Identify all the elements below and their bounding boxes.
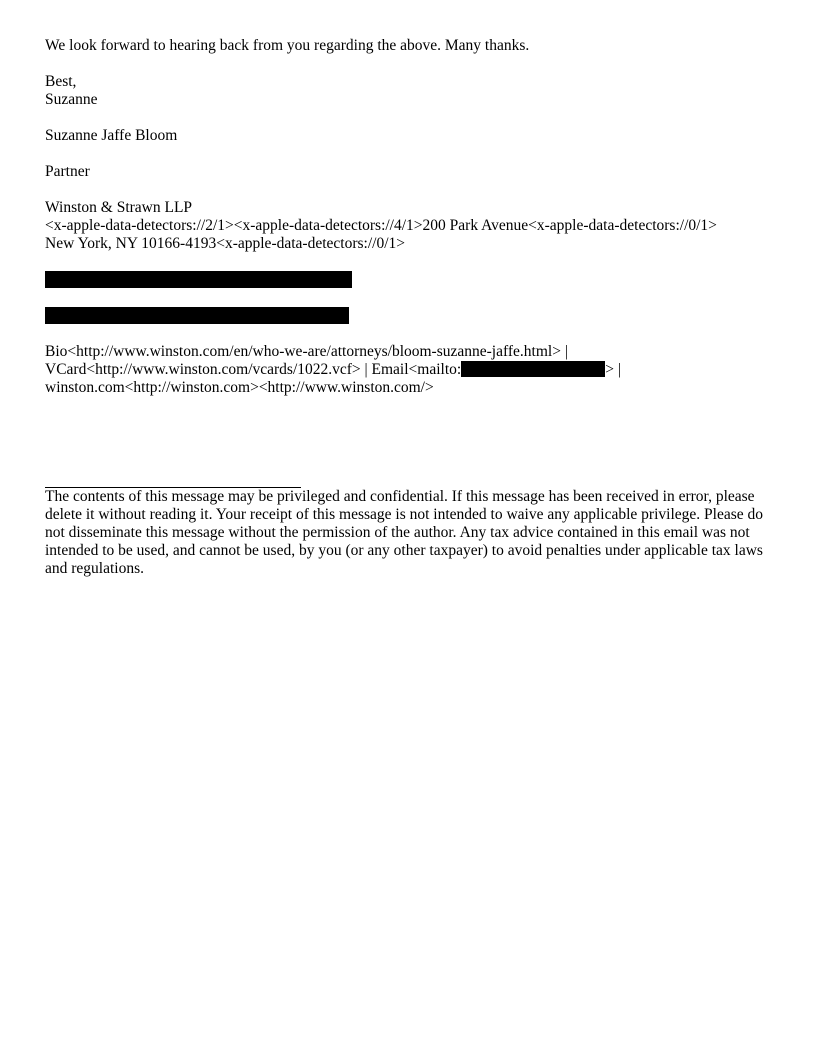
email-redaction-bar [461,361,605,377]
redaction-block-2 [45,307,785,343]
confidentiality-disclaimer: The contents of this message may be privileged and confidential. If this message has been received in error, please delete it without reading it. Your receipt of this message is not intended to waive any applicable privilege. Please do not disseminate this message without the permission of the author. Any tax advice contained in this email was not intended to be used, and cannot be used, by you (or any other taxpayer) to avoid penalties under applicable tax laws and regulations. [45,488,763,577]
redaction-bar [45,307,349,324]
closing-line: We look forward to hearing back from you regarding the above. Many thanks. [45,37,530,54]
links-line-3: winston.com<http://winston.com><http://www.winston.com/> [45,379,434,396]
signature-address-line-2: New York, NY 10166-4193<x-apple-data-detectors://0/1> [45,235,405,252]
email-body [45,37,785,578]
links-line-1: Bio<http://www.winston.com/en/who-we-are/attorneys/bloom-suzanne-jaffe.html> | [45,343,568,360]
signature-title: Partner [45,163,90,180]
vcard-email-links: VCard<http://www.winston.com/vcards/1022.vcf> | Email<mailto: [45,361,462,378]
redaction-block-1 [45,271,785,307]
signature-name: Suzanne Jaffe Bloom [45,127,178,144]
links-line-2-end: > | [605,361,621,378]
salutation: Best, [45,73,77,90]
links-line-2 [45,361,785,379]
signature-firm: Winston & Strawn LLP [45,199,193,216]
sender-first-name: Suzanne [45,91,98,108]
redaction-bar [45,271,352,288]
signature-address-line-1: <x-apple-data-detectors://2/1><x-apple-data-detectors://4/1>200 Park Avenue<x-apple-data-detectors://0/1> [45,217,717,234]
